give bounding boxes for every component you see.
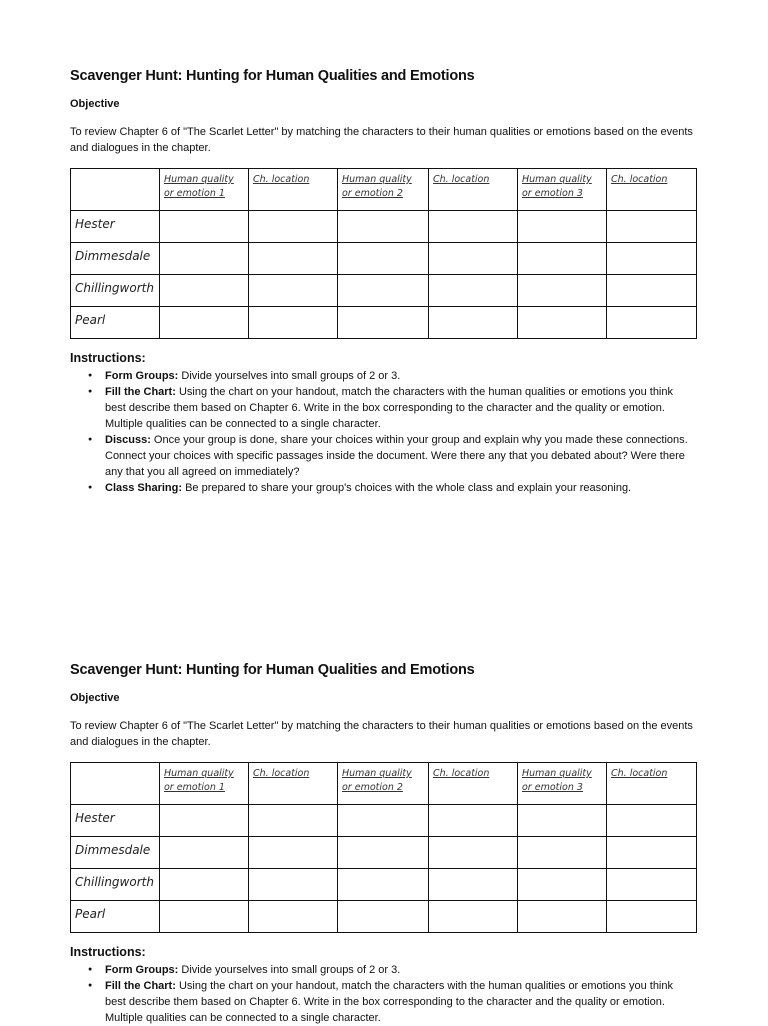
instruction-item bbox=[105, 962, 696, 978]
character-name: Chillingworth bbox=[75, 281, 154, 295]
instruction-item bbox=[105, 480, 696, 496]
column-header: Human quality or emotion 1 bbox=[164, 174, 234, 199]
objective-heading: Objective bbox=[70, 98, 120, 110]
scavenger-table bbox=[70, 762, 697, 933]
instruction-item bbox=[105, 978, 696, 1026]
answer-cell[interactable] bbox=[160, 901, 249, 933]
column-header: Ch. location bbox=[253, 768, 310, 779]
table-header-cell bbox=[607, 169, 697, 211]
character-name: Pearl bbox=[75, 907, 106, 921]
answer-cell[interactable] bbox=[249, 901, 338, 933]
answer-cell[interactable] bbox=[518, 901, 607, 933]
answer-cell[interactable] bbox=[338, 275, 429, 307]
column-header: Human quality or emotion 3 bbox=[522, 174, 592, 199]
table-header-cell bbox=[518, 169, 607, 211]
instruction-text: Divide yourselves into small groups of 2 or 3. bbox=[178, 964, 401, 976]
answer-cell[interactable] bbox=[607, 805, 697, 837]
character-name: Pearl bbox=[75, 313, 106, 327]
answer-cell[interactable] bbox=[607, 307, 697, 339]
answer-cell[interactable] bbox=[249, 805, 338, 837]
instruction-text: Be prepared to share your group's choices with the whole class and explain your reasoning. bbox=[182, 482, 632, 494]
answer-cell[interactable] bbox=[607, 275, 697, 307]
table-row bbox=[71, 837, 697, 869]
table-header-cell bbox=[429, 763, 518, 805]
answer-cell[interactable] bbox=[429, 805, 518, 837]
instruction-label: Class Sharing: bbox=[105, 482, 183, 494]
answer-cell[interactable] bbox=[429, 211, 518, 243]
table-header-cell bbox=[71, 169, 160, 211]
answer-cell[interactable] bbox=[607, 869, 697, 901]
answer-cell[interactable] bbox=[338, 837, 429, 869]
answer-cell[interactable] bbox=[518, 869, 607, 901]
instruction-item bbox=[105, 384, 696, 432]
column-header: Ch. location bbox=[611, 174, 668, 185]
answer-cell[interactable] bbox=[429, 275, 518, 307]
answer-cell[interactable] bbox=[249, 869, 338, 901]
answer-cell[interactable] bbox=[518, 837, 607, 869]
instruction-text: Using the chart on your handout, match the characters with the human qualities or emotions you think best describe them based on Chapter 6. Write in the box corresponding to the character and the quality or emotion. Multiple qualities can be connected to a single character. bbox=[105, 980, 673, 1024]
answer-cell[interactable] bbox=[160, 837, 249, 869]
instruction-text: Divide yourselves into small groups of 2 or 3. bbox=[178, 370, 401, 382]
instruction-text: Using the chart on your handout, match the characters with the human qualities or emotions you think best describe them based on Chapter 6. Write in the box corresponding to the character and the quality or emotion. Multiple qualities can be connected to a single character. bbox=[105, 386, 673, 430]
answer-cell[interactable] bbox=[338, 869, 429, 901]
column-header: Ch. location bbox=[253, 174, 310, 185]
objective-text: To review Chapter 6 of "The Scarlet Letter" by matching the characters to their human qualities or emotions based on the events and dialogues in the chapter. bbox=[70, 720, 693, 748]
worksheet-title: Scavenger Hunt: Hunting for Human Qualities and Emotions bbox=[70, 68, 475, 84]
answer-cell[interactable] bbox=[429, 837, 518, 869]
character-name: Dimmesdale bbox=[75, 843, 151, 857]
answer-cell[interactable] bbox=[249, 211, 338, 243]
table-header-cell bbox=[607, 763, 697, 805]
answer-cell[interactable] bbox=[249, 243, 338, 275]
instruction-label: Fill the Chart: bbox=[105, 980, 176, 992]
character-cell bbox=[71, 901, 160, 933]
table-row bbox=[71, 275, 697, 307]
instruction-label: Form Groups: bbox=[105, 964, 179, 976]
answer-cell[interactable] bbox=[429, 243, 518, 275]
character-name: Chillingworth bbox=[75, 875, 154, 889]
instruction-item bbox=[105, 432, 696, 480]
answer-cell[interactable] bbox=[429, 901, 518, 933]
table-header-row bbox=[71, 169, 697, 211]
answer-cell[interactable] bbox=[249, 275, 338, 307]
answer-cell[interactable] bbox=[338, 307, 429, 339]
character-cell bbox=[71, 307, 160, 339]
answer-cell[interactable] bbox=[518, 211, 607, 243]
table-header-cell bbox=[160, 169, 249, 211]
table-header-row bbox=[71, 763, 697, 805]
table-row bbox=[71, 805, 697, 837]
character-name: Hester bbox=[75, 811, 115, 825]
table-row bbox=[71, 243, 697, 275]
table-header-cell bbox=[71, 763, 160, 805]
scavenger-table bbox=[70, 168, 697, 339]
instructions-list bbox=[70, 368, 696, 496]
answer-cell[interactable] bbox=[429, 869, 518, 901]
character-cell bbox=[71, 837, 160, 869]
table-header-cell bbox=[429, 169, 518, 211]
instruction-item bbox=[105, 368, 696, 384]
table-header-cell bbox=[338, 763, 429, 805]
answer-cell[interactable] bbox=[160, 307, 249, 339]
instructions-list bbox=[70, 962, 696, 1026]
instruction-label: Form Groups: bbox=[105, 370, 179, 382]
instruction-label: Discuss: bbox=[105, 434, 151, 446]
answer-cell[interactable] bbox=[338, 901, 429, 933]
column-header: Human quality or emotion 1 bbox=[164, 768, 234, 793]
objective-text: To review Chapter 6 of "The Scarlet Letter" by matching the characters to their human qualities or emotions based on the events and dialogues in the chapter. bbox=[70, 126, 693, 154]
answer-cell[interactable] bbox=[160, 805, 249, 837]
answer-cell[interactable] bbox=[607, 901, 697, 933]
worksheet-title: Scavenger Hunt: Hunting for Human Qualities and Emotions bbox=[70, 662, 475, 678]
table-header-cell bbox=[249, 763, 338, 805]
character-cell bbox=[71, 211, 160, 243]
answer-cell[interactable] bbox=[518, 805, 607, 837]
answer-cell[interactable] bbox=[249, 837, 338, 869]
answer-cell[interactable] bbox=[160, 211, 249, 243]
instruction-label: Fill the Chart: bbox=[105, 386, 176, 398]
answer-cell[interactable] bbox=[160, 243, 249, 275]
instructions-heading: Instructions: bbox=[70, 945, 146, 959]
table-header-cell bbox=[160, 763, 249, 805]
answer-cell[interactable] bbox=[607, 837, 697, 869]
character-cell bbox=[71, 869, 160, 901]
column-header: Human quality or emotion 2 bbox=[342, 174, 412, 199]
table-row bbox=[71, 211, 697, 243]
answer-cell[interactable] bbox=[338, 211, 429, 243]
table-row bbox=[71, 869, 697, 901]
table-row bbox=[71, 901, 697, 933]
character-cell bbox=[71, 275, 160, 307]
column-header: Ch. location bbox=[433, 174, 490, 185]
answer-cell[interactable] bbox=[518, 243, 607, 275]
character-cell bbox=[71, 243, 160, 275]
answer-cell[interactable] bbox=[338, 805, 429, 837]
column-header: Ch. location bbox=[611, 768, 668, 779]
answer-cell[interactable] bbox=[429, 307, 518, 339]
instruction-text: Once your group is done, share your choices within your group and explain why you made these connections. Connect your choices with specific passages inside the document. Were there any that you debated about? Were there any that you all agreed on immediately? bbox=[105, 434, 688, 478]
column-header: Human quality or emotion 2 bbox=[342, 768, 412, 793]
answer-cell[interactable] bbox=[518, 307, 607, 339]
instructions-heading: Instructions: bbox=[70, 351, 146, 365]
character-name: Hester bbox=[75, 217, 115, 231]
answer-cell[interactable] bbox=[249, 307, 338, 339]
character-cell bbox=[71, 805, 160, 837]
answer-cell[interactable] bbox=[607, 211, 697, 243]
answer-cell[interactable] bbox=[518, 275, 607, 307]
answer-cell[interactable] bbox=[607, 243, 697, 275]
table-header-cell bbox=[249, 169, 338, 211]
answer-cell[interactable] bbox=[160, 869, 249, 901]
objective-heading: Objective bbox=[70, 692, 120, 704]
table-row bbox=[71, 307, 697, 339]
answer-cell[interactable] bbox=[160, 275, 249, 307]
table-header-cell bbox=[518, 763, 607, 805]
column-header: Ch. location bbox=[433, 768, 490, 779]
answer-cell[interactable] bbox=[338, 243, 429, 275]
character-name: Dimmesdale bbox=[75, 249, 151, 263]
column-header: Human quality or emotion 3 bbox=[522, 768, 592, 793]
table-header-cell bbox=[338, 169, 429, 211]
